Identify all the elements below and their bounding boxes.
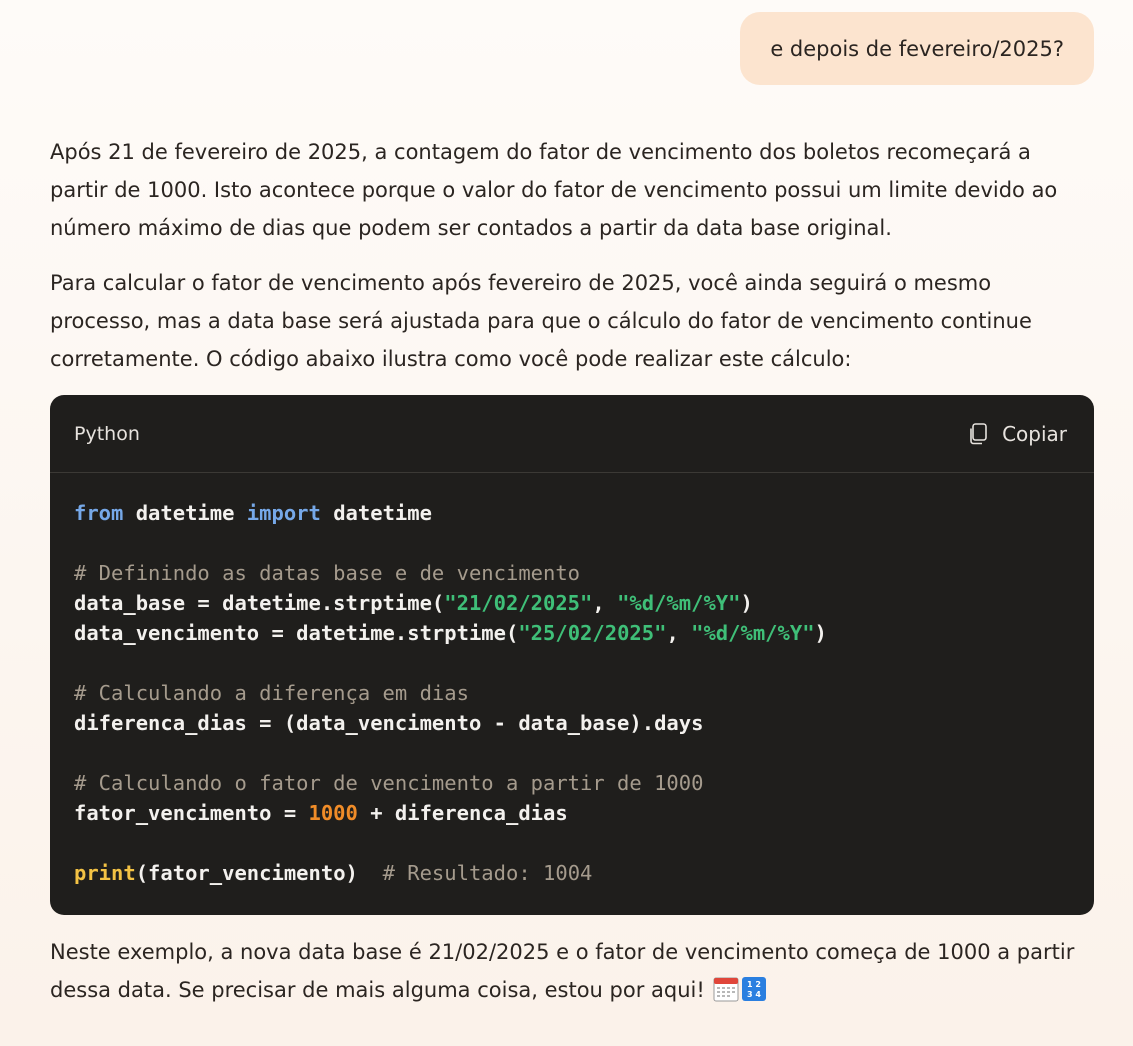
code-token: 1000 — [308, 801, 358, 825]
code-block-header — [50, 395, 1094, 473]
assistant-message — [50, 133, 1094, 1009]
code-token: fator_vencimento = — [74, 801, 309, 825]
code-token: datetime — [320, 501, 432, 525]
code-line — [74, 858, 1070, 888]
assistant-paragraph-2: Para calcular o fator de vencimento após fevereiro de 2025, você ainda seguirá o mesmo processo, mas a data base será ajustada para que o cálculo do fator de vencimento continue corretamente. O código abaixo ilustra como você pode realizar este cálculo: — [50, 271, 1032, 371]
code-token: (fator_vencimento) — [135, 861, 383, 885]
code-line — [74, 738, 1070, 768]
code-line — [74, 678, 1070, 708]
code-token: , — [666, 621, 692, 645]
calendar-emoji-icon — [713, 976, 739, 1002]
code-token: ) — [740, 591, 753, 615]
code-token: diferenca_dias = (data_vencimento - data_base).days — [74, 711, 704, 735]
assistant-paragraph-3-text: Neste exemplo, a nova data base é 21/02/2025 e o fator de vencimento começa de 1000 a partir dessa data. Se precisar de mais alguma coisa, estou por aqui! — [50, 940, 1075, 1002]
code-token: # Calculando o fator de vencimento a partir de 1000 — [74, 771, 704, 795]
code-token: data_vencimento = datetime.strptime( — [74, 621, 519, 645]
code-line — [74, 768, 1070, 798]
code-token: "%d/%m/%Y" — [617, 591, 741, 615]
code-line — [74, 588, 1070, 618]
code-token: # Definindo as datas base e de vencimento — [74, 561, 581, 585]
code-line — [74, 798, 1070, 828]
code-language-label: Python — [74, 422, 140, 445]
svg-text:3 4: 3 4 — [747, 990, 762, 999]
user-message-text: e depois de fevereiro/2025? — [770, 36, 1064, 61]
code-line — [74, 498, 1070, 528]
code-token: from — [74, 501, 124, 525]
code-line — [74, 708, 1070, 738]
copy-code-button[interactable] — [968, 422, 1067, 446]
svg-text:1 2: 1 2 — [747, 980, 762, 989]
code-line — [74, 648, 1070, 678]
input-numbers-emoji-icon — [741, 976, 767, 1002]
code-block — [50, 395, 1094, 915]
code-token: # Calculando a diferença em dias — [74, 681, 469, 705]
code-token: "21/02/2025" — [444, 591, 593, 615]
code-token: print — [74, 861, 136, 885]
code-line — [74, 618, 1070, 648]
copy-button-label: Copiar — [1002, 421, 1067, 446]
code-token: datetime — [123, 501, 247, 525]
assistant-paragraph-1: Após 21 de fevereiro de 2025, a contagem do fator de vencimento dos boletos recomeçará a partir de 1000. Isto acontece porque o valor do fator de vencimento possui um limite devido ao número máximo de dias que podem ser contados a partir da data base original. — [50, 140, 1058, 240]
code-token: "%d/%m/%Y" — [691, 621, 815, 645]
user-message-bubble — [740, 12, 1094, 85]
code-token: ) — [814, 621, 827, 645]
code-line — [74, 828, 1070, 858]
code-token: import — [246, 501, 321, 525]
code-line — [74, 528, 1070, 558]
code-token: + diferenca_dias — [357, 801, 568, 825]
code-token: , — [592, 591, 618, 615]
copy-icon — [968, 423, 988, 445]
code-content — [50, 473, 1094, 888]
code-token: data_base = datetime.strptime( — [74, 591, 445, 615]
code-token: "25/02/2025" — [518, 621, 667, 645]
code-token: # Resultado: 1004 — [382, 861, 593, 885]
assistant-paragraph-3 — [50, 933, 1094, 1009]
code-line — [74, 558, 1070, 588]
